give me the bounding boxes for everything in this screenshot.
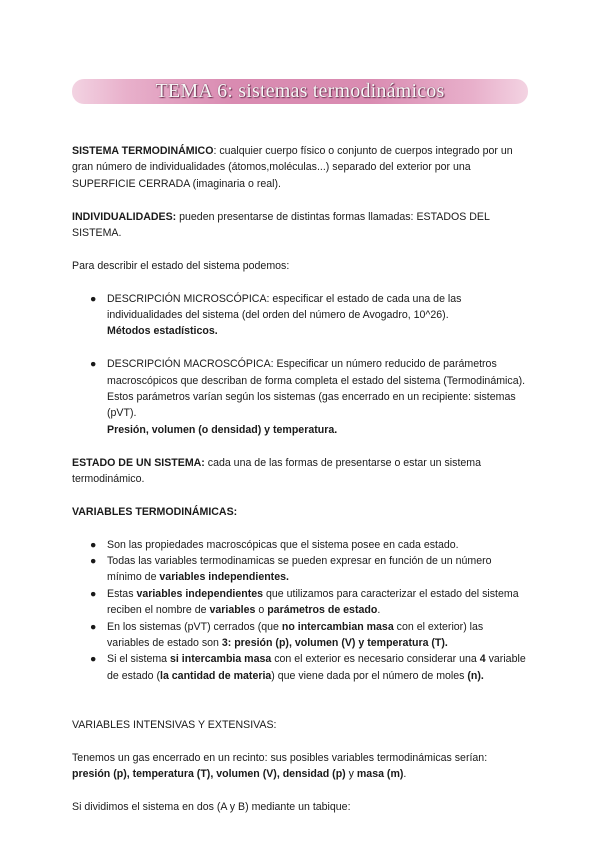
- bullet-icon: ●: [90, 620, 97, 633]
- description-list: [72, 291, 528, 439]
- variables-b5a: Si el sistema: [107, 653, 170, 666]
- bullet-icon: ●: [90, 538, 97, 551]
- bullet-icon: ●: [90, 358, 97, 371]
- text-sistema: : cualquier cuerpo físico o conjunto de cuerpos integrado por un gran número de individualidades (átomos,moléculas...) separado del exterior por una SUPERFICIE CERRADA (imaginaria o real).: [72, 145, 513, 190]
- variables-list: [72, 537, 528, 685]
- variables-b3c: que utilizamos para caracterizar el estado del sistema reciben el nombre de: [107, 587, 519, 617]
- variables-b5b: si intercambia masa: [170, 653, 272, 666]
- intensivas-p1e: .: [403, 768, 407, 781]
- list-item: [72, 619, 528, 652]
- text-macroscopica: DESCRIPCIÓN MACROSCÓPICA: Especificar un número reducido de parámetros macroscópicos que describan de forma completa el estado del sistema (Termodinámica).: [107, 358, 526, 387]
- heading-intensivas: VARIABLES INTENSIVAS Y EXTENSIVAS:: [72, 719, 277, 732]
- intensivas-p1d: masa (m): [356, 768, 404, 781]
- bullet-icon: ●: [90, 587, 97, 600]
- variables-b2b: variables independientes.: [159, 571, 289, 584]
- paragraph-dividimos: Si dividimos el sistema en dos (A y B) mediante un tabique:: [72, 801, 351, 814]
- heading-variables: [72, 504, 528, 520]
- list-item: [72, 537, 528, 553]
- paragraph-describir: Para describir el estado del sistema podemos:: [72, 259, 290, 272]
- variables-b3e: o: [255, 604, 268, 617]
- paragraph-individualidades: [72, 209, 528, 242]
- term-sistema: SISTEMA TERMODINÁMICO: [72, 145, 214, 157]
- bold-macroscopica: Presión, volumen (o densidad) y temperatura.: [107, 423, 338, 436]
- variables-b5h: (n).: [467, 669, 484, 682]
- variables-b5g: ) que viene dada por el número de moles: [271, 669, 468, 682]
- term-estado: ESTADO DE UN SISTEMA:: [72, 456, 205, 469]
- text-macroscopica-2: Estos parámetros varían según los sistemas (gas encerrado en un recipiente: sistemas (pVT).: [107, 391, 516, 420]
- list-item: [72, 586, 528, 619]
- paragraph-estado: [72, 455, 528, 488]
- list-item-microscopica: [72, 291, 528, 340]
- page-title: TEMA 6: sistemas termodinámicos: [155, 80, 445, 102]
- variables-b3g: .: [377, 604, 381, 617]
- variables-b3d: variables: [209, 604, 256, 617]
- document-body: [72, 143, 528, 815]
- intensivas-p1c: y: [345, 768, 357, 781]
- variables-b5f: la cantidad de materia: [160, 669, 272, 682]
- variables-b3b: variables independientes: [136, 587, 264, 600]
- text-estado: cada una de las formas de presentarse o estar un sistema termodinámico.: [72, 456, 482, 486]
- variables-b5d: 4: [479, 653, 486, 666]
- term-individualidades: INDIVIDUALIDADES:: [72, 210, 177, 223]
- variables-b3f: parámetros de estado: [267, 604, 378, 617]
- paragraph-sistema: [72, 143, 528, 192]
- list-item: [72, 553, 528, 586]
- text-individualidades: pueden presentarse de distintas formas llamadas: ESTADOS DEL SISTEMA.: [72, 210, 490, 240]
- variables-b4a: En los sistemas (pVT) cerrados (que: [107, 620, 282, 633]
- variables-b5c: con el exterior es necesario considerar una: [271, 653, 480, 666]
- variables-b4b: no intercambian masa: [281, 620, 394, 633]
- variables-b4c: con el exterior) las variables de estado son: [107, 620, 484, 650]
- bullet-icon: ●: [90, 555, 97, 568]
- title-banner: [72, 78, 528, 105]
- bullet-icon: ●: [90, 653, 97, 666]
- heading-variables-text: VARIABLES TERMODINÁMICAS:: [72, 505, 238, 518]
- variables-b5e: variable de estado (: [107, 653, 526, 682]
- text-microscopica: DESCRIPCIÓN MICROSCÓPICA: especificar el estado de cada una de las individualidades del sistema (del orden del número de Avogadro, 10^26).: [107, 292, 462, 322]
- intensivas-p1b: presión (p), temperatura (T), volumen (V), densidad (p): [72, 768, 346, 781]
- variables-b2a: Todas las variables termodinamicas se pueden expresar en función de un número mínimo de: [107, 555, 492, 584]
- intensivas-p1a: Tenemos un gas encerrado en un recinto: sus posibles variables termodinámicas serían:: [72, 751, 488, 764]
- paragraph-gas: [72, 750, 528, 783]
- variables-b1: Son las propiedades macroscópicas que el sistema posee en cada estado.: [107, 538, 459, 551]
- variables-b4d: 3: presión (p), volumen (V) y temperatura (T).: [221, 637, 448, 650]
- list-item-macroscopica: [72, 356, 528, 438]
- list-item: [72, 651, 528, 684]
- variables-b3a: Estas: [107, 587, 137, 600]
- bold-microscopica: Métodos estadísticos.: [107, 325, 218, 338]
- bullet-icon: ●: [90, 292, 97, 305]
